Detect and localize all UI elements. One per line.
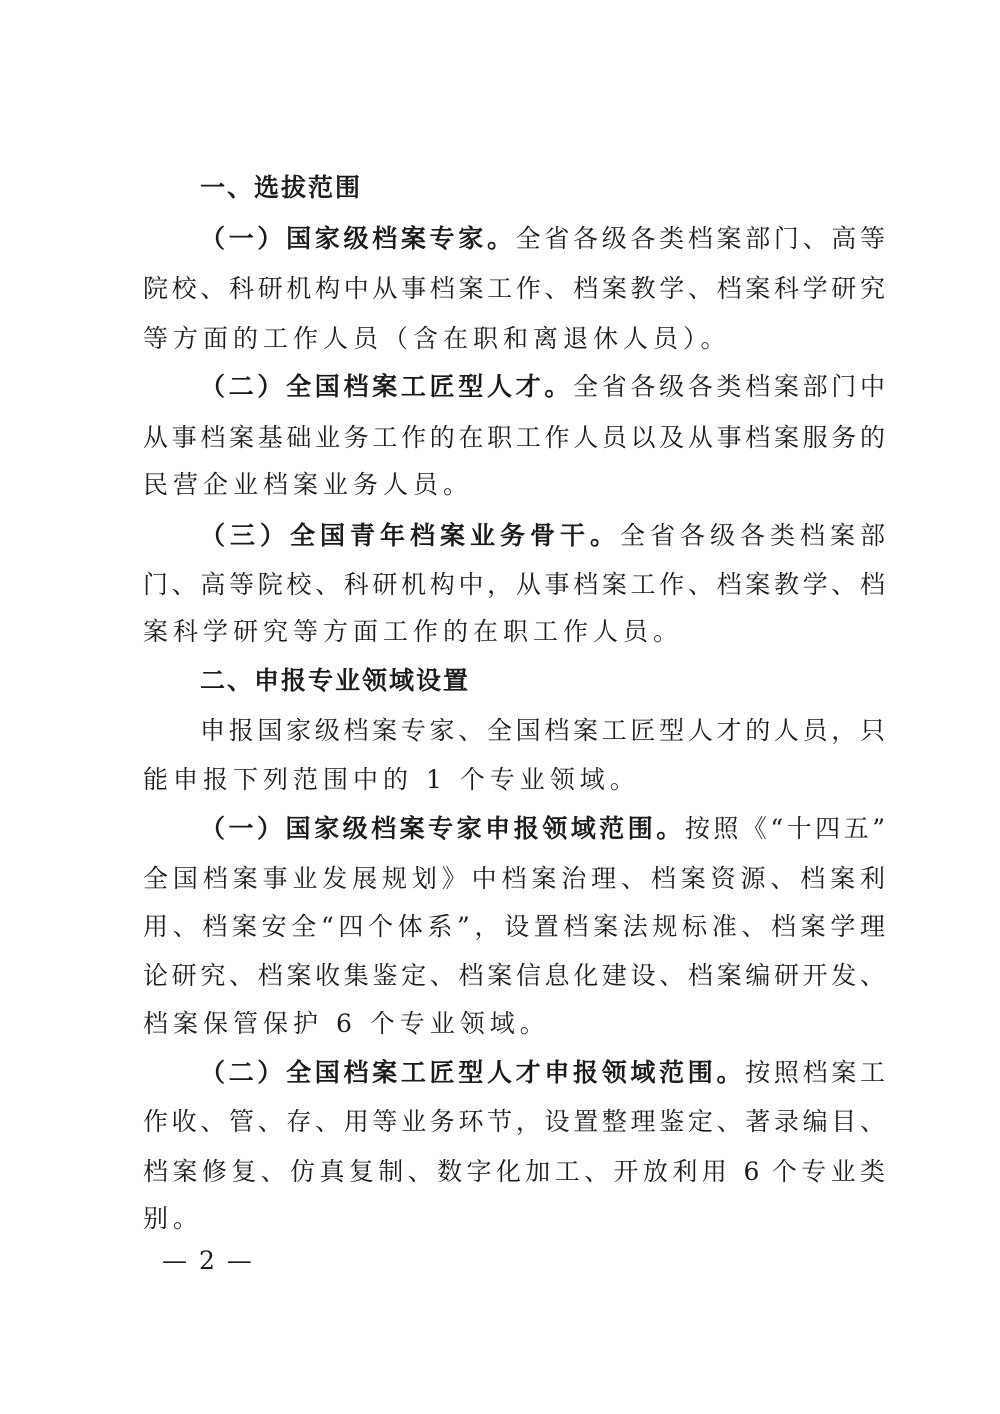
paragraph-line: 案科学研究等方面工作的在职工作人员。 xyxy=(143,617,684,646)
paragraph-line: 能申报下列范围中的 1 个专业领域。 xyxy=(143,765,640,794)
paragraph-line: 全国档案事业发展规划》中档案治理、档案资源、档案利 xyxy=(143,864,885,893)
paragraph-line xyxy=(200,519,885,553)
paragraph-line: 档案保管保护 6 个专业领域。 xyxy=(143,1009,550,1038)
paragraph-line: 论研究、档案收集鉴定、档案信息化建设、档案编研开发、 xyxy=(143,961,885,990)
paragraph-line: 别。 xyxy=(143,1204,204,1233)
paragraph-line: 用、档案安全“四个体系”，设置档案法规标准、档案学理 xyxy=(143,912,885,941)
paragraph-line: 档案修复、仿真复制、数字化加工、开放利用 6 个专业类 xyxy=(143,1157,885,1186)
paragraph-line: 等方面的工作人员（含在职和离退休人员）。 xyxy=(143,324,731,353)
paragraph-line: 从事档案基础业务工作的在职工作人员以及从事档案服务的 xyxy=(143,423,885,452)
section-heading-professional-fields: 二、申报专业领域设置 xyxy=(200,666,471,695)
paragraph-line: 门、高等院校、科研机构中，从事档案工作、档案教学、档 xyxy=(143,570,885,599)
paragraph-line xyxy=(200,812,885,846)
paragraph-line: 民营企业档案业务人员。 xyxy=(143,470,474,499)
item-lead: （三）全国青年档案业务骨干。 xyxy=(200,521,620,550)
paragraph-line xyxy=(200,1056,885,1090)
paragraph-line xyxy=(200,222,885,256)
item-text: 全省各级各类档案部门、高等 xyxy=(515,224,885,253)
section-heading-selection-scope: 一、选拔范围 xyxy=(200,173,363,202)
item-lead: （一）国家级档案专家。 xyxy=(200,224,516,253)
paragraph-line: 院校、科研机构中从事档案工作、档案教学、档案科学研究 xyxy=(143,274,885,303)
paragraph-line: 申报国家级档案专家、全国档案工匠型人才的人员，只 xyxy=(200,716,885,745)
item-lead: （一）国家级档案专家申报领域范围。 xyxy=(200,814,685,843)
item-text: 全省各级各类档案部 xyxy=(619,521,885,550)
paragraph-line: 作收、管、存、用等业务环节，设置整理鉴定、著录编目、 xyxy=(143,1107,885,1136)
item-text: 全省各级各类档案部门中 xyxy=(573,372,885,401)
paragraph-line xyxy=(200,370,885,404)
page-number: — 2 — xyxy=(162,1246,254,1275)
item-lead: （二）全国档案工匠型人才申报领域范围。 xyxy=(200,1058,746,1087)
item-text: 按照《“十四五” xyxy=(684,814,885,843)
item-lead: （二）全国档案工匠型人才。 xyxy=(200,372,574,401)
item-text: 按照档案工 xyxy=(745,1058,885,1087)
